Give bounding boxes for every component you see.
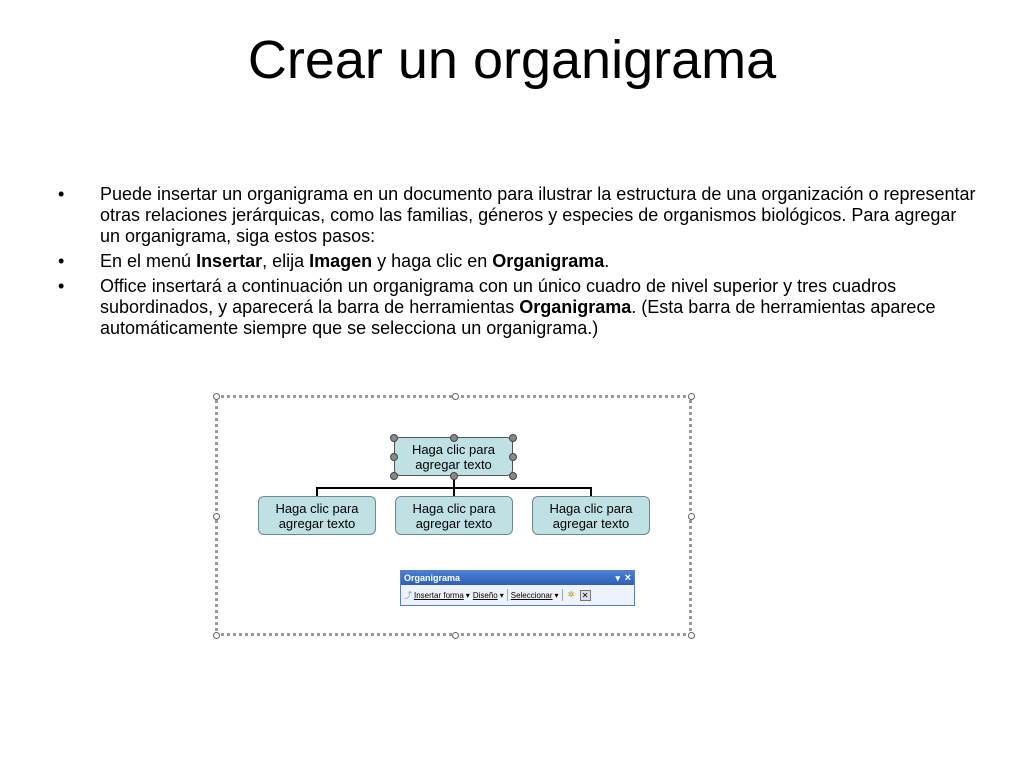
bullet-text: y haga clic en [372, 251, 493, 271]
selection-handle[interactable] [450, 472, 458, 480]
bullet-text: . [604, 251, 610, 271]
layout-label: Diseño [472, 590, 498, 600]
selection-handle[interactable] [509, 472, 517, 480]
selection-handle[interactable] [390, 434, 398, 442]
close-icon[interactable]: × [624, 572, 631, 584]
bullet-item [58, 184, 978, 247]
connector-line [453, 487, 455, 496]
insert-shape-icon: ⤴ [404, 590, 412, 600]
org-node-label: Haga clic para agregar texto [275, 500, 359, 531]
insert-shape-label: Insertar forma [414, 590, 464, 600]
connector-line [316, 487, 318, 496]
bullet-text: En el menú [100, 251, 197, 271]
fit-text-icon[interactable]: ✕ [580, 590, 591, 601]
resize-handle[interactable] [213, 393, 220, 400]
org-node-child[interactable] [395, 496, 513, 535]
chevron-down-icon: ▾ [499, 590, 504, 600]
selection-handle[interactable] [509, 453, 517, 461]
resize-handle[interactable] [452, 632, 459, 639]
bullet-text: , elija [262, 251, 310, 271]
toolbar-options-icon[interactable]: ▾ [615, 573, 620, 583]
insert-shape-button[interactable] [404, 590, 470, 601]
org-node-label: Haga clic para agregar texto [411, 441, 496, 472]
bullet-item [58, 276, 978, 339]
slide-title: Crear un organigrama [247, 30, 777, 90]
bullet-bold-text: Organigrama [519, 297, 632, 317]
org-node-child[interactable] [532, 496, 650, 535]
chevron-down-icon: ▾ [554, 590, 559, 600]
autoformat-icon[interactable]: ✲ [567, 589, 575, 599]
resize-handle[interactable] [688, 513, 695, 520]
bullet-marker: • [58, 276, 65, 296]
bullet-text: . (Esta barra de herramientas aparece automáticamente siempre que se selecciona un organigrama.) [100, 297, 936, 338]
resize-handle[interactable] [688, 632, 695, 639]
select-label: Seleccionar [510, 590, 553, 600]
resize-handle[interactable] [213, 632, 220, 639]
org-node-top[interactable] [394, 437, 513, 476]
toolbar-titlebar[interactable] [401, 571, 634, 585]
toolbar-separator [562, 589, 563, 601]
selection-handle[interactable] [509, 434, 517, 442]
bullet-item [58, 251, 978, 272]
bullet-marker: • [58, 184, 65, 204]
bullet-bold-text: Insertar [196, 251, 263, 271]
selection-handle[interactable] [450, 434, 458, 442]
org-node-label: Haga clic para agregar texto [412, 500, 496, 531]
layout-button[interactable] [473, 591, 504, 600]
org-node-label: Haga clic para agregar texto [549, 500, 633, 531]
toolbar-separator [507, 589, 508, 601]
chevron-down-icon: ▾ [465, 590, 470, 600]
org-node-child[interactable] [258, 496, 376, 535]
select-button[interactable] [511, 591, 559, 600]
resize-handle[interactable] [688, 393, 695, 400]
resize-handle[interactable] [452, 393, 459, 400]
selection-handle[interactable] [390, 472, 398, 480]
toolbar-title: Organigrama [404, 573, 461, 583]
toolbar-buttons [401, 585, 634, 605]
selection-handle[interactable] [390, 453, 398, 461]
resize-handle[interactable] [213, 513, 220, 520]
bullet-text: Office insertará a continuación un organigrama con un único cuadro de nivel superior y tres cuadros subordinados, y aparecerá la barra de herramientas [100, 276, 897, 317]
bullet-marker: • [58, 251, 65, 271]
bullet-bold-text: Organigrama [492, 251, 605, 271]
orgchart-toolbar [400, 570, 635, 606]
bullet-text: Puede insertar un organigrama en un documento para ilustrar la estructura de una organización o representar otras relaciones jerárquicas, como las familias, géneros y especies de organismos biológicos. Para agregar un organigrama, siga estos pasos: [100, 184, 976, 246]
bullet-bold-text: Imagen [309, 251, 373, 271]
bullet-list [58, 184, 978, 343]
connector-line [590, 487, 592, 496]
